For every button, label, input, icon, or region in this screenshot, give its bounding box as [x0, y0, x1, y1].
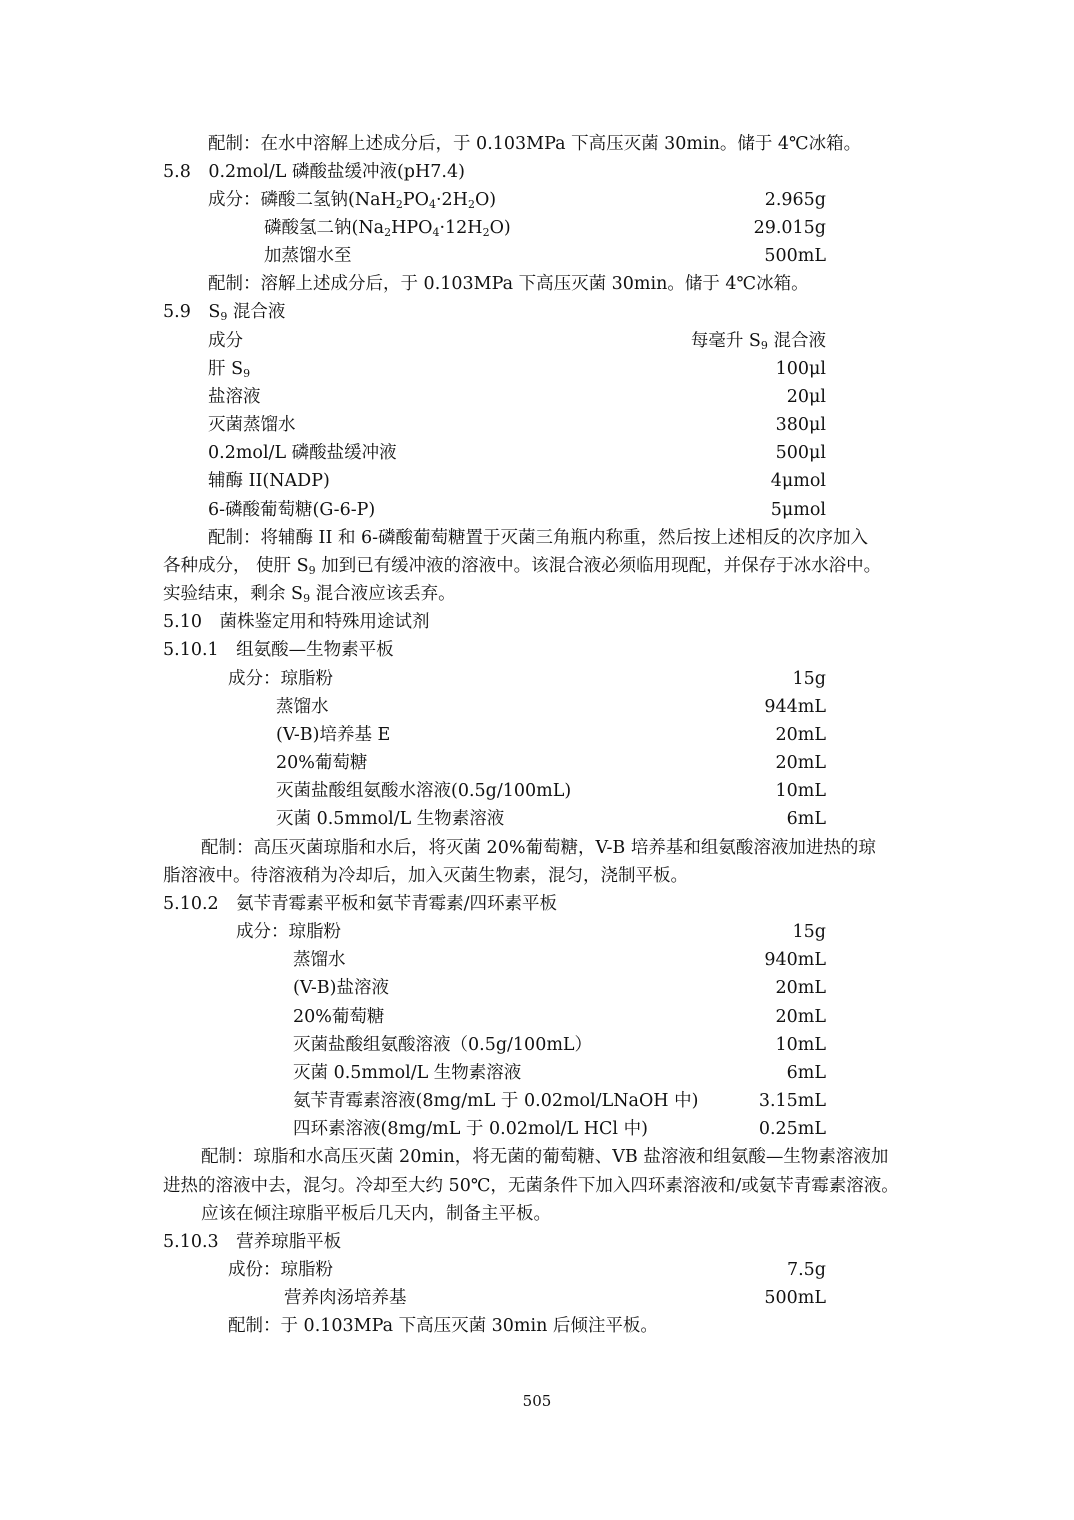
s5103-row-value: 500mL — [764, 1288, 826, 1308]
s5102-prep-line-1: 配制：琼脂和水高压灭菌 20min，将无菌的葡萄糖、VB 盐溶液和组氨酸—生物素溶液加 — [201, 1147, 889, 1167]
s59-row-value: 20μl — [786, 387, 826, 407]
s5102-row-name: 四环素溶液(8mg/mL 于 0.02mol/L HCl 中) — [293, 1119, 648, 1139]
section-5-10-1-heading: 5.10.1 组氨酸—生物素平板 — [163, 640, 394, 660]
s59-row-name: 肝 $S_9$ — [208, 359, 251, 380]
section-5-8-heading: 5.8 0.2mol/L 磷酸盐缓冲液(pH7.4) — [163, 162, 465, 182]
s5103-label: 成份：琼脂粉 — [228, 1260, 333, 1280]
s59-prep-line-2: 各种成分， 使肝 $S_9$ 加到已有缓冲液的溶液中。该混合液必须临用现配，并保存于冰水浴中。 — [163, 556, 882, 577]
s5102-row-value: 20mL — [775, 978, 826, 998]
s59-prep-line-1: 配制：将辅酶 II 和 6-磷酸葡萄糖置于灭菌三角瓶内称重，然后按上述相反的次序加入 — [208, 528, 869, 548]
s59-row-name: 辅酶 II(NADP) — [208, 471, 330, 491]
s5102-row-name: 灭菌 0.5mmol/L 生物素溶液 — [293, 1063, 522, 1083]
s5101-row-name: 20%葡萄糖 — [276, 753, 368, 773]
s5102-prep-line-2: 进热的溶液中去，混匀。冷却至大约 50℃，无菌条件下加入四环素溶液和/或氨苄青霉素溶液。 — [163, 1176, 899, 1196]
s58-prep-text: 配制：溶解上述成分后，于 0.103MPa 下高压灭菌 30min。储于 4℃冰箱。 — [208, 274, 809, 294]
section-5-10-3-heading: 5.10.3 营养琼脂平板 — [163, 1232, 342, 1252]
s59-row-value: 4μmol — [770, 471, 826, 491]
s5101-row-value: 20mL — [775, 725, 826, 745]
s59-column-right: 每毫升 $S_9$ 混合液 — [690, 331, 826, 352]
s59-row-value: 5μmol — [770, 500, 826, 520]
s5101-row-value: 20mL — [775, 753, 826, 773]
s5102-label-value: 15g — [792, 922, 826, 942]
section-5-9-heading: 5.9 $S_9$ 混合液 — [163, 302, 286, 323]
s5102-row-value: 0.25mL — [758, 1119, 826, 1139]
s5102-row-name: (V-B)盐溶液 — [293, 978, 389, 998]
s5102-prep-line-3: 应该在倾注琼脂平板后几天内，制备主平板。 — [201, 1204, 551, 1224]
s5102-row-value: 940mL — [764, 950, 826, 970]
s5101-row-name: 灭菌盐酸组氨酸水溶液(0.5g/100mL) — [276, 781, 572, 801]
s5103-label-value: 7.5g — [786, 1260, 826, 1280]
s58-ingredient-2: 磷酸氢二钠$(Na_2HPO_4\cdot 12H_2O)$ — [264, 218, 511, 239]
s5102-row-name: 氨苄青霉素溶液(8mg/mL 于 0.02mol/LNaOH 中) — [293, 1091, 699, 1111]
top-prep-text: 配制：在水中溶解上述成分后，于 0.103MPa 下高压灭菌 30min。储于 4℃冰箱。 — [208, 134, 862, 154]
s5103-row-name: 营养肉汤培养基 — [284, 1288, 407, 1308]
s5102-row-value: 10mL — [775, 1035, 826, 1055]
s59-prep-line-3: 实验结束，剩余 $S_9$ 混合液应该丢弃。 — [163, 584, 456, 605]
s5101-label: 成分：琼脂粉 — [228, 669, 333, 689]
s58-ingredient-3: 加蒸馏水至 — [264, 246, 352, 266]
s5101-row-value: 10mL — [775, 781, 826, 801]
section-5-10-heading: 5.10 菌株鉴定用和特殊用途试剂 — [163, 612, 430, 632]
s5101-prep-line-2: 脂溶液中。待溶液稍为冷却后，加入灭菌生物素，混匀，浇制平板。 — [163, 866, 688, 886]
s5103-prep-text: 配制：于 0.103MPa 下高压灭菌 30min 后倾注平板。 — [228, 1316, 658, 1336]
s59-row-name: 盐溶液 — [208, 387, 261, 407]
s5102-row-name: 20%葡萄糖 — [293, 1007, 385, 1027]
s59-row-name: 灭菌蒸馏水 — [208, 415, 296, 435]
s5102-row-name: 蒸馏水 — [293, 950, 346, 970]
s59-row-value: 380μl — [775, 415, 826, 435]
s5102-row-value: 20mL — [775, 1007, 826, 1027]
s5102-row-name: 灭菌盐酸组氨酸溶液（0.5g/100mL） — [293, 1035, 593, 1055]
s5101-row-name: 灭菌 0.5mmol/L 生物素溶液 — [276, 809, 505, 829]
page-number: 505 — [522, 1392, 552, 1410]
s5101-row-value: 944mL — [764, 697, 826, 717]
section-5-10-2-heading: 5.10.2 氨苄青霉素平板和氨苄青霉素/四环素平板 — [163, 894, 558, 914]
s59-row-value: 100μl — [775, 359, 826, 379]
s58-ingredient-1-value: 2.965g — [764, 190, 826, 210]
s5101-prep-line-1: 配制：高压灭菌琼脂和水后，将灭菌 20%葡萄糖，V-B 培养基和组氨酸溶液加进热的琼 — [201, 838, 876, 858]
s5101-row-name: 蒸馏水 — [276, 697, 329, 717]
s5101-row-value: 6mL — [786, 809, 826, 829]
s58-ingredient-1: 成分：磷酸二氢钠$(NaH_2PO_4\cdot 2H_2O)$ — [208, 190, 497, 211]
s5101-row-name: (V-B)培养基 E — [276, 725, 391, 745]
s59-row-name: 0.2mol/L 磷酸盐缓冲液 — [208, 443, 397, 463]
s59-row-value: 500μl — [775, 443, 826, 463]
s5102-row-value: 6mL — [786, 1063, 826, 1083]
s59-row-name: 6-磷酸葡萄糖(G-6-P) — [208, 500, 376, 520]
s5102-row-value: 3.15mL — [758, 1091, 826, 1111]
s5101-label-value: 15g — [792, 669, 826, 689]
s5102-label: 成分：琼脂粉 — [236, 922, 341, 942]
s58-ingredient-3-value: 500mL — [764, 246, 826, 266]
s58-ingredient-2-value: 29.015g — [753, 218, 826, 238]
s59-column-left: 成分 — [208, 331, 243, 351]
